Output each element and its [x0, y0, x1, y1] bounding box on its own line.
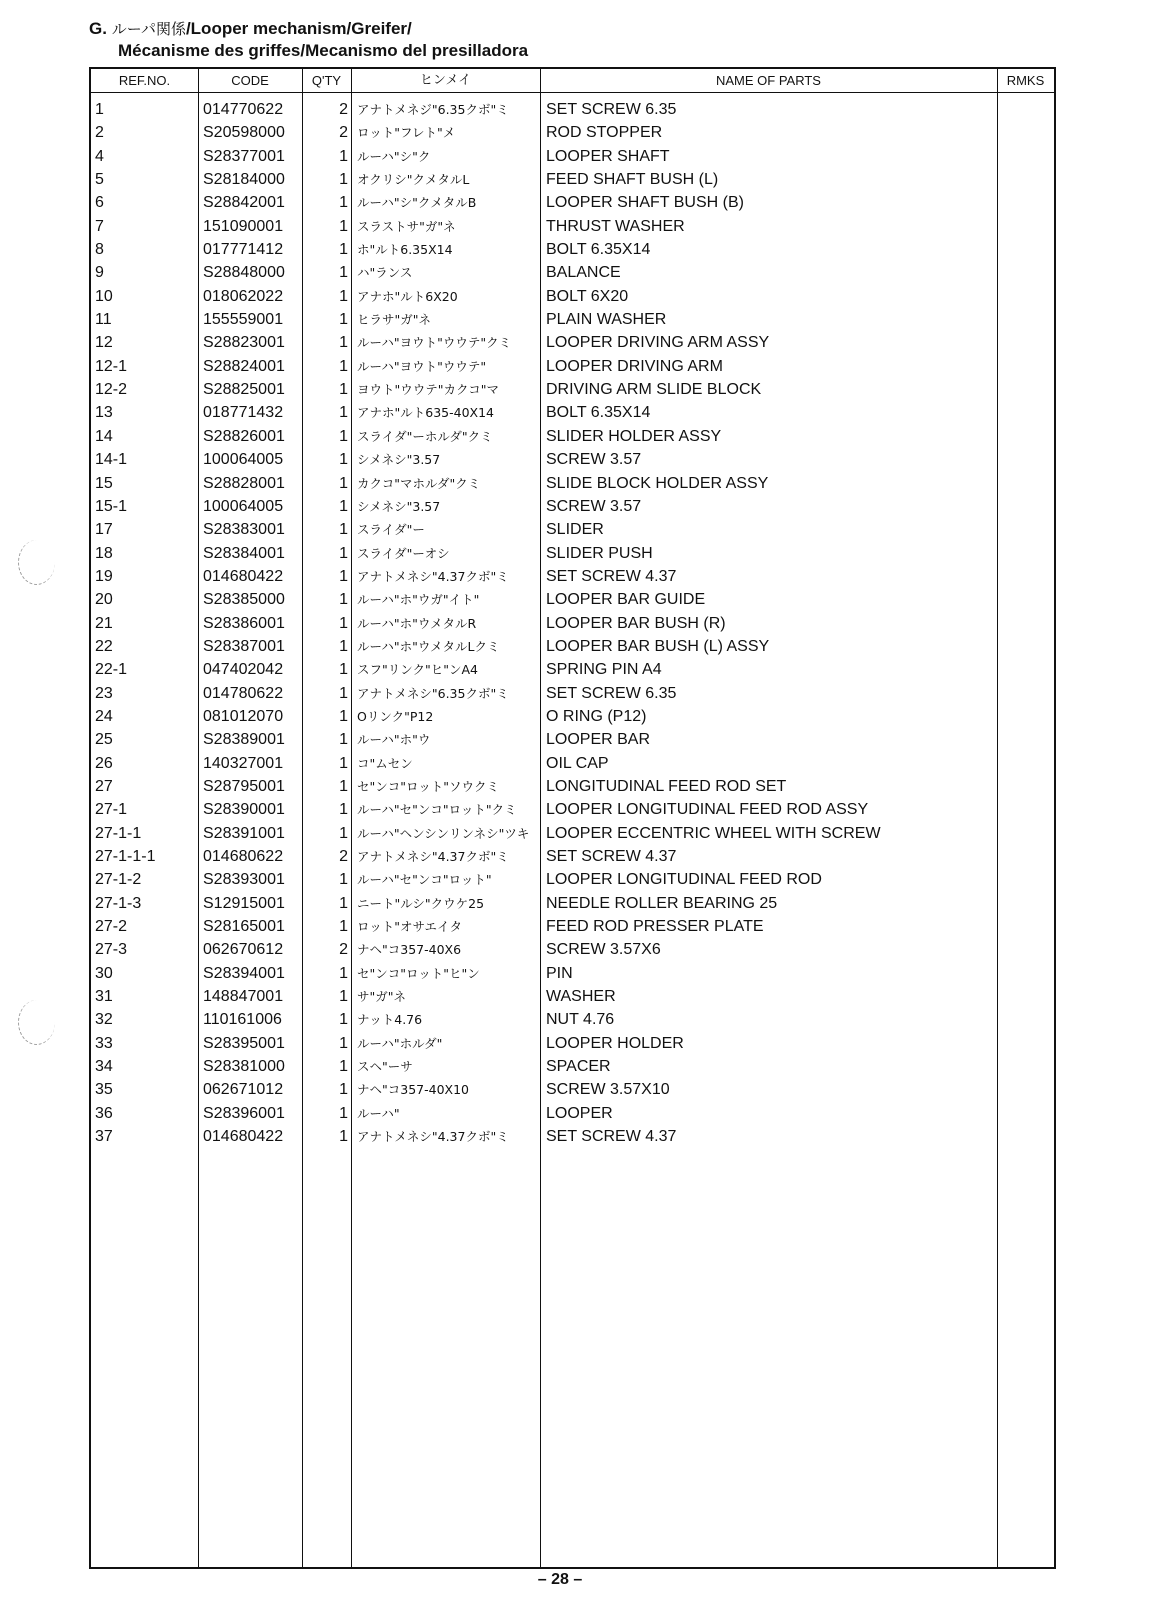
cell-kana: スフ"リンク"ヒ"ンA4 [357, 662, 479, 678]
cell-name: SPACER [546, 1058, 611, 1076]
cell-name: LOOPER HOLDER [546, 1034, 684, 1052]
cell-qty: 1 [339, 731, 348, 749]
cell-kana: ロット"オサエイタ [357, 919, 462, 935]
table-row [91, 845, 1054, 868]
cell-code: S28383001 [203, 521, 285, 539]
cell-code: S28386001 [203, 614, 285, 632]
cell-code: 018771432 [203, 404, 284, 422]
header-code: CODE [231, 73, 269, 88]
cell-kana: サ"ガ"ネ [357, 989, 406, 1005]
cell-kana: ルーハ" [357, 1105, 400, 1121]
cell-kana: ヨウト"ウウテ"カクコ"マ [357, 382, 499, 398]
table-row [91, 308, 1054, 331]
table-row [91, 728, 1054, 751]
table-row [91, 985, 1054, 1008]
cell-ref: 10 [95, 287, 113, 305]
table-row [91, 1032, 1054, 1055]
cell-kana: ルーハ"ヨウト"ウウテ"クミ [357, 335, 512, 351]
cell-ref: 36 [95, 1104, 113, 1122]
table-row [91, 518, 1054, 541]
cell-kana: ホ"ルト6.35X14 [357, 242, 453, 258]
cell-ref: 20 [95, 591, 113, 609]
cell-qty: 1 [339, 637, 348, 655]
cell-qty: 1 [339, 194, 348, 212]
cell-qty: 1 [339, 451, 348, 469]
cell-code: 014680422 [203, 1128, 284, 1146]
cell-code: S28384001 [203, 544, 285, 562]
table-row [91, 612, 1054, 635]
cell-name: SET SCREW 4.37 [546, 848, 677, 865]
cell-ref: 32 [95, 1011, 113, 1029]
cell-name: LOOPER BAR BUSH (R) [546, 614, 726, 632]
cell-code: S28828001 [203, 474, 285, 492]
table-row [91, 775, 1054, 798]
cell-kana: ルーハ"ホ"ウメタルR [357, 615, 477, 631]
cell-code: 014680622 [203, 848, 284, 865]
cell-name: DRIVING ARM SLIDE BLOCK [546, 381, 762, 399]
cell-ref: 26 [95, 754, 113, 772]
cell-code: S28385000 [203, 591, 285, 609]
title-line1-text: /Looper mechanism/Greifer/ [185, 19, 412, 38]
cell-name: LOOPER [546, 1104, 613, 1122]
cell-ref: 12 [95, 334, 113, 352]
cell-qty: 1 [339, 1104, 348, 1122]
page-number: – 28 – [537, 1571, 583, 1588]
cell-kana: ナット4.76 [357, 1012, 423, 1028]
header-ref: REF.NO. [118, 73, 171, 88]
cell-name: SET SCREW 6.35 [546, 684, 677, 702]
cell-qty: 1 [339, 287, 348, 305]
cell-name: LOOPER BAR BUSH (L) ASSY [546, 637, 770, 655]
table-row [91, 191, 1054, 214]
cell-kana: セ"ンコ"ロット"ソウクミ [357, 778, 499, 794]
cell-name: THRUST WASHER [546, 217, 685, 235]
cell-kana: アナトメネシ"4.37クボ"ミ [357, 1129, 509, 1145]
cell-kana: ロット"フレト"メ [357, 125, 456, 141]
cell-qty: 1 [339, 1128, 348, 1146]
cell-qty: 1 [339, 591, 348, 609]
table-row [91, 261, 1054, 284]
cell-ref: 33 [95, 1034, 113, 1052]
cell-code: S28823001 [203, 334, 285, 352]
cell-name: OIL CAP [546, 754, 609, 772]
cell-kana: ナヘ"コ357-40X6 [357, 942, 462, 958]
cell-code: 018062022 [203, 287, 284, 305]
cell-name: LOOPER BAR [546, 731, 651, 749]
cell-ref: 27-1 [95, 801, 128, 819]
punch-hole-mark [18, 1000, 55, 1045]
cell-name: FEED SHAFT BUSH (L) [546, 171, 719, 189]
table-row [91, 378, 1054, 401]
cell-qty: 1 [339, 404, 348, 422]
cell-code: 140327001 [203, 754, 284, 772]
cell-name: SCREW 3.57X6 [546, 941, 661, 959]
cell-ref: 9 [95, 264, 104, 282]
cell-ref: 37 [95, 1128, 113, 1146]
cell-ref: 19 [95, 567, 113, 585]
cell-qty: 1 [339, 334, 348, 352]
cell-ref: 1 [95, 101, 104, 118]
cell-qty: 1 [339, 824, 348, 842]
cell-code: S28377001 [203, 147, 285, 165]
cell-ref: 14-1 [95, 451, 128, 469]
cell-ref: 5 [95, 171, 104, 189]
table-row [91, 98, 1054, 121]
cell-name: FEED ROD PRESSER PLATE [546, 918, 764, 936]
table-row [91, 472, 1054, 495]
cell-ref: 7 [95, 217, 104, 235]
cell-ref: 15 [95, 474, 113, 492]
table-row [91, 121, 1054, 144]
cell-name: SLIDER PUSH [546, 544, 653, 562]
parts-table [89, 67, 1056, 1569]
cell-name: LOOPER DRIVING ARM [546, 357, 723, 375]
cell-kana: コ"ムセン [357, 755, 413, 771]
cell-code: S20598000 [203, 124, 285, 142]
cell-kana: ルーハ"シ"クメタルB [357, 195, 477, 211]
cell-ref: 27-1-3 [95, 894, 142, 912]
punch-hole-mark [18, 540, 55, 585]
cell-name: SCREW 3.57 [546, 451, 642, 469]
cell-qty: 1 [339, 918, 348, 936]
cell-code: 014770622 [203, 101, 284, 118]
cell-qty: 1 [339, 264, 348, 282]
cell-name: BALANCE [546, 264, 621, 282]
table-row [91, 331, 1054, 354]
cell-qty: 1 [339, 381, 348, 399]
table-row [91, 285, 1054, 308]
title-japanese: ルーパ関係 [111, 20, 186, 38]
cell-qty: 1 [339, 964, 348, 982]
cell-kana: ヒラサ"ガ"ネ [357, 312, 431, 328]
cell-qty: 1 [339, 217, 348, 235]
cell-qty: 2 [339, 101, 348, 118]
cell-code: S28391001 [203, 824, 285, 842]
cell-code: 047402042 [203, 661, 284, 679]
cell-qty: 1 [339, 801, 348, 819]
cell-qty: 1 [339, 684, 348, 702]
cell-qty: 2 [339, 124, 348, 142]
cell-code: 062671012 [203, 1081, 284, 1099]
header-kana: ヒンメイ [419, 73, 472, 88]
table-row [91, 425, 1054, 448]
header-qty: Q'TY [311, 73, 342, 88]
cell-ref: 27-2 [95, 918, 128, 936]
cell-ref: 17 [95, 521, 113, 539]
cell-ref: 18 [95, 544, 113, 562]
cell-kana: ハ"ランス [357, 265, 413, 281]
cell-kana: ルーハ"シ"ク [357, 148, 431, 164]
cell-kana: セ"ンコ"ロット"ヒ"ン [357, 965, 480, 981]
cell-qty: 1 [339, 357, 348, 375]
cell-name: LONGITUDINAL FEED ROD SET [546, 777, 787, 795]
cell-ref: 35 [95, 1081, 113, 1099]
cell-ref: 27-1-1 [95, 824, 142, 842]
cell-name: LOOPER LONGITUDINAL FEED ROD ASSY [546, 801, 869, 819]
cell-ref: 8 [95, 241, 104, 259]
cell-name: LOOPER SHAFT BUSH (B) [546, 194, 744, 212]
table-row [91, 495, 1054, 518]
cell-name: LOOPER DRIVING ARM ASSY [546, 334, 770, 352]
cell-ref: 4 [95, 147, 104, 165]
cell-code: S28795001 [203, 777, 285, 795]
cell-code: S28826001 [203, 427, 285, 445]
cell-qty: 1 [339, 311, 348, 329]
cell-qty: 1 [339, 497, 348, 515]
cell-ref: 15-1 [95, 497, 128, 515]
cell-ref: 27 [95, 777, 113, 795]
cell-ref: 12-1 [95, 357, 128, 375]
title-line-2: Mécanisme des griffes/Mecanismo del presilladora [118, 41, 529, 60]
header-name: NAME OF PARTS [716, 73, 821, 88]
table-row [91, 682, 1054, 705]
cell-qty: 1 [339, 754, 348, 772]
cell-name: WASHER [546, 988, 616, 1006]
cell-kana: オクリシ"クメタルL [357, 172, 470, 188]
header-divider [91, 92, 1054, 93]
table-row [91, 1055, 1054, 1078]
cell-name: BOLT 6X20 [546, 287, 629, 305]
cell-kana: ルーハ"ホ"ウメタルLクミ [357, 638, 500, 654]
cell-name: PLAIN WASHER [546, 311, 667, 329]
cell-kana: ルーハ"セ"ンコ"ロット" [357, 872, 492, 888]
table-row [91, 962, 1054, 985]
cell-name: SET SCREW 6.35 [546, 101, 677, 118]
table-row [91, 1008, 1054, 1031]
cell-qty: 1 [339, 614, 348, 632]
cell-kana: ニート"ルシ"クウケ25 [357, 895, 485, 911]
cell-name: LOOPER ECCENTRIC WHEEL WITH SCREW [546, 824, 881, 842]
cell-qty: 1 [339, 777, 348, 795]
cell-ref: 31 [95, 988, 113, 1006]
cell-code: S28184000 [203, 171, 285, 189]
cell-code: S28824001 [203, 357, 285, 375]
table-row [91, 635, 1054, 658]
cell-qty: 1 [339, 871, 348, 889]
cell-name: PIN [546, 964, 573, 982]
cell-kana: スラストサ"ガ"ネ [357, 218, 456, 234]
cell-qty: 1 [339, 147, 348, 165]
table-row [91, 168, 1054, 191]
cell-kana: シメネシ"3.57 [357, 498, 441, 514]
table-row [91, 1078, 1054, 1101]
cell-code: 151090001 [203, 217, 284, 235]
cell-kana: アナホ"ルト635-40X14 [357, 405, 494, 421]
table-row [91, 822, 1054, 845]
table-row [91, 355, 1054, 378]
cell-code: 062670612 [203, 941, 284, 959]
table-row [91, 1125, 1054, 1148]
cell-name: SCREW 3.57 [546, 497, 642, 515]
table-row [91, 752, 1054, 775]
table-row [91, 215, 1054, 238]
cell-code: 081012070 [203, 707, 284, 725]
cell-name: SLIDE BLOCK HOLDER ASSY [546, 474, 769, 492]
cell-code: 017771412 [203, 241, 284, 259]
cell-kana: カクコ"マホルダ"クミ [357, 475, 481, 491]
title-line-1 [89, 18, 528, 40]
cell-qty: 1 [339, 1058, 348, 1076]
cell-qty: 1 [339, 894, 348, 912]
page-title [89, 18, 528, 61]
section-letter: G. [89, 19, 107, 38]
cell-kana: ナヘ"コ357-40X10 [357, 1082, 469, 1098]
cell-qty: 1 [339, 171, 348, 189]
cell-ref: 2 [95, 124, 104, 142]
cell-kana: アナトメネシ"6.35クボ"ミ [357, 685, 509, 701]
cell-kana: アナトメネジ"6.35クボ"ミ [357, 102, 509, 117]
cell-qty: 1 [339, 1081, 348, 1099]
table-row [91, 798, 1054, 821]
cell-ref: 30 [95, 964, 113, 982]
table-row [91, 938, 1054, 961]
cell-qty: 1 [339, 241, 348, 259]
cell-qty: 1 [339, 988, 348, 1006]
table-row [91, 658, 1054, 681]
cell-ref: 25 [95, 731, 113, 749]
cell-kana: アナホ"ルト6X20 [357, 288, 458, 304]
cell-code: S28387001 [203, 637, 285, 655]
table-row [91, 238, 1054, 261]
cell-ref: 23 [95, 684, 113, 702]
cell-name: SPRING PIN A4 [546, 661, 662, 679]
cell-kana: スライダ"ー [357, 522, 425, 538]
cell-ref: 27-1-2 [95, 871, 142, 889]
cell-kana: ルーハ"セ"ンコ"ロット"クミ [357, 802, 517, 818]
cell-name: SCREW 3.57X10 [546, 1081, 670, 1099]
cell-name: ROD STOPPER [546, 124, 663, 142]
cell-qty: 1 [339, 567, 348, 585]
table-row [91, 868, 1054, 891]
cell-ref: 34 [95, 1058, 113, 1076]
cell-qty: 1 [339, 661, 348, 679]
cell-code: S12915001 [203, 894, 285, 912]
cell-name: SLIDER [546, 521, 604, 539]
cell-qty: 2 [339, 848, 348, 865]
cell-ref: 22 [95, 637, 113, 655]
cell-ref: 27-3 [95, 941, 128, 959]
table-row [91, 145, 1054, 168]
cell-name: NEEDLE ROLLER BEARING 25 [546, 894, 778, 912]
cell-code: 148847001 [203, 988, 284, 1006]
cell-code: S28389001 [203, 731, 285, 749]
table-row [91, 705, 1054, 728]
cell-qty: 2 [339, 941, 348, 959]
cell-ref: 6 [95, 194, 104, 212]
cell-code: 100064005 [203, 451, 284, 469]
table-body [91, 98, 1054, 1148]
cell-code: S28825001 [203, 381, 285, 399]
cell-kana: Oリンク"P12 [357, 708, 434, 724]
cell-ref: 24 [95, 707, 113, 725]
cell-kana: スヘ"ーサ [357, 1059, 413, 1075]
cell-name: LOOPER LONGITUDINAL FEED ROD [546, 871, 822, 889]
cell-qty: 1 [339, 544, 348, 562]
cell-name: SLIDER HOLDER ASSY [546, 427, 722, 445]
cell-ref: 14 [95, 427, 113, 445]
cell-ref: 22-1 [95, 661, 128, 679]
cell-code: 100064005 [203, 497, 284, 515]
cell-ref: 27-1-1-1 [95, 848, 156, 865]
cell-name: SET SCREW 4.37 [546, 1128, 677, 1146]
cell-code: S28842001 [203, 194, 285, 212]
cell-kana: アナトメネシ"4.37クボ"ミ [357, 568, 509, 584]
cell-code: S28390001 [203, 801, 285, 819]
cell-code: S28848000 [203, 264, 285, 282]
cell-kana: ルーハ"ヨウト"ウウテ" [357, 358, 487, 374]
cell-kana: スライダ"ーホルダ"クミ [357, 428, 493, 444]
cell-kana: ルーハ"ホ"ウ [357, 732, 431, 748]
cell-kana: ルーハ"ホルダ" [357, 1035, 443, 1051]
cell-name: LOOPER SHAFT [546, 147, 670, 165]
table-row [91, 542, 1054, 565]
cell-code: S28395001 [203, 1034, 285, 1052]
cell-code: S28165001 [203, 918, 285, 936]
cell-ref: 12-2 [95, 381, 128, 399]
cell-qty: 1 [339, 1011, 348, 1029]
table-row [91, 915, 1054, 938]
cell-kana: スライダ"ーオシ [357, 545, 450, 561]
cell-code: 014780622 [203, 684, 284, 702]
cell-code: S28381000 [203, 1058, 285, 1076]
cell-kana: シメネシ"3.57 [357, 452, 441, 468]
cell-kana: ルーハ"ヘンシンリンネシ"ツキ [357, 825, 530, 841]
table-row [91, 1102, 1054, 1125]
cell-name: O RING (P12) [546, 707, 647, 725]
cell-kana: アナトメネシ"4.37クボ"ミ [357, 849, 509, 864]
cell-ref: 11 [95, 311, 112, 329]
cell-qty: 1 [339, 474, 348, 492]
cell-code: 110161006 [203, 1011, 282, 1029]
cell-qty: 1 [339, 521, 348, 539]
cell-name: BOLT 6.35X14 [546, 404, 651, 422]
cell-code: 155559001 [203, 311, 284, 329]
cell-code: S28396001 [203, 1104, 285, 1122]
cell-name: LOOPER BAR GUIDE [546, 591, 706, 609]
table-row [91, 892, 1054, 915]
cell-name: SET SCREW 4.37 [546, 567, 677, 585]
cell-ref: 13 [95, 404, 113, 422]
cell-code: 014680422 [203, 567, 284, 585]
table-row [91, 588, 1054, 611]
cell-ref: 21 [95, 614, 113, 632]
cell-kana: ルーハ"ホ"ウガ"イト" [357, 592, 480, 608]
cell-name: BOLT 6.35X14 [546, 241, 651, 259]
table-row [91, 565, 1054, 588]
cell-name: NUT 4.76 [546, 1011, 615, 1029]
cell-qty: 1 [339, 1034, 348, 1052]
header-rmks: RMKS [1006, 73, 1045, 88]
cell-code: S28393001 [203, 871, 285, 889]
cell-qty: 1 [339, 427, 348, 445]
table-row [91, 401, 1054, 424]
table-row [91, 448, 1054, 471]
cell-code: S28394001 [203, 964, 285, 982]
cell-qty: 1 [339, 707, 348, 725]
